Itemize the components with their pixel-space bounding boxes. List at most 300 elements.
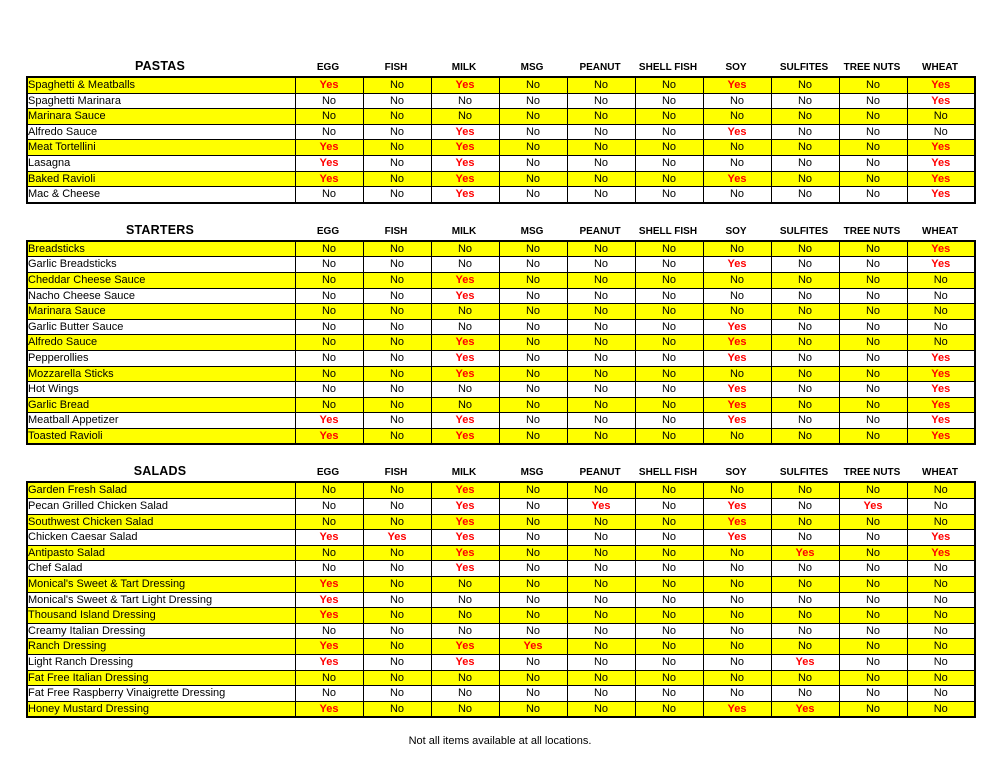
allergen-value-cell: Yes	[431, 545, 499, 561]
allergen-value-cell: No	[771, 561, 839, 577]
allergen-value-cell: No	[839, 639, 907, 655]
allergen-value-cell: No	[363, 397, 431, 413]
allergen-value-cell: Yes	[907, 187, 975, 203]
allergen-value-cell: No	[499, 288, 567, 304]
item-name-cell: Cheddar Cheese Sauce	[27, 272, 295, 288]
allergen-value-cell: Yes	[703, 382, 771, 398]
allergen-value-cell: No	[431, 577, 499, 593]
allergen-value-cell: No	[839, 350, 907, 366]
allergen-value-cell: No	[839, 655, 907, 671]
column-header: MSG	[520, 467, 544, 479]
table-row	[27, 257, 975, 273]
allergen-value-cell: No	[363, 124, 431, 140]
allergen-table	[26, 76, 976, 204]
allergen-value-cell: No	[363, 608, 431, 624]
allergen-value-cell: Yes	[703, 397, 771, 413]
allergen-value-cell: No	[771, 272, 839, 288]
allergen-value-cell: No	[499, 530, 567, 546]
allergen-value-cell: Yes	[567, 499, 635, 515]
table-row	[27, 93, 975, 109]
allergen-value-cell: No	[635, 366, 703, 382]
allergen-value-cell: No	[635, 257, 703, 273]
item-name-cell: Chicken Caesar Salad	[27, 530, 295, 546]
allergen-value-cell: Yes	[907, 428, 975, 444]
allergen-value-cell: No	[635, 577, 703, 593]
table-row	[27, 155, 975, 171]
allergen-value-cell: No	[363, 187, 431, 203]
table-row	[27, 350, 975, 366]
section-salads	[26, 462, 974, 718]
allergen-value-cell: No	[431, 701, 499, 717]
allergen-value-cell: No	[363, 171, 431, 187]
allergen-value-cell: No	[567, 288, 635, 304]
allergen-value-cell: No	[431, 670, 499, 686]
allergen-value-cell: No	[567, 257, 635, 273]
column-header: SOY	[725, 62, 747, 73]
table-row	[27, 272, 975, 288]
allergen-value-cell: No	[907, 592, 975, 608]
allergen-value-cell: No	[295, 109, 363, 125]
item-name-cell: Nacho Cheese Sauce	[27, 288, 295, 304]
allergen-value-cell: No	[363, 592, 431, 608]
allergen-value-cell: No	[907, 577, 975, 593]
allergen-value-cell: No	[839, 77, 907, 93]
allergen-value-cell: No	[703, 241, 771, 257]
allergen-value-cell: No	[567, 670, 635, 686]
allergen-value-cell: No	[771, 77, 839, 93]
allergen-value-cell: No	[499, 561, 567, 577]
allergen-value-cell: No	[295, 241, 363, 257]
allergen-value-cell: No	[431, 592, 499, 608]
section-starters	[26, 221, 974, 446]
allergen-value-cell: No	[363, 350, 431, 366]
allergen-value-cell: No	[295, 545, 363, 561]
allergen-value-cell: No	[295, 482, 363, 498]
allergen-value-cell: No	[295, 623, 363, 639]
allergen-value-cell: No	[839, 686, 907, 702]
allergen-value-cell: No	[363, 482, 431, 498]
item-name-cell: Alfredo Sauce	[27, 335, 295, 351]
column-header: MILK	[451, 467, 477, 479]
column-header: FISH	[384, 467, 408, 479]
allergen-value-cell: Yes	[907, 155, 975, 171]
allergen-value-cell: No	[703, 482, 771, 498]
allergen-value-cell: No	[363, 577, 431, 593]
allergen-value-cell: No	[703, 670, 771, 686]
allergen-value-cell: No	[363, 639, 431, 655]
item-name-cell: Monical's Sweet & Tart Light Dressing	[27, 592, 295, 608]
allergen-value-cell: No	[635, 140, 703, 156]
allergen-value-cell: No	[567, 623, 635, 639]
allergen-value-cell: No	[771, 530, 839, 546]
allergen-value-cell: No	[839, 413, 907, 429]
allergen-value-cell: Yes	[431, 655, 499, 671]
allergen-value-cell: Yes	[907, 545, 975, 561]
allergen-value-cell: No	[431, 397, 499, 413]
allergen-value-cell: Yes	[771, 701, 839, 717]
allergen-value-cell: No	[499, 428, 567, 444]
allergen-value-cell: No	[703, 592, 771, 608]
table-row	[27, 288, 975, 304]
allergen-value-cell: No	[703, 561, 771, 577]
allergen-value-cell: No	[499, 686, 567, 702]
allergen-value-cell: No	[499, 109, 567, 125]
allergen-value-cell: No	[499, 335, 567, 351]
column-header: SOY	[725, 225, 747, 237]
allergen-value-cell: Yes	[907, 350, 975, 366]
allergen-value-cell: Yes	[907, 241, 975, 257]
allergen-value-cell: No	[635, 272, 703, 288]
allergen-value-cell: Yes	[771, 545, 839, 561]
table-row	[27, 561, 975, 577]
allergen-value-cell: No	[567, 514, 635, 530]
allergen-value-cell: No	[703, 623, 771, 639]
table-row	[27, 545, 975, 561]
allergen-value-cell: Yes	[295, 608, 363, 624]
allergen-value-cell: No	[771, 257, 839, 273]
allergen-value-cell: No	[363, 272, 431, 288]
table-row	[27, 482, 975, 498]
allergen-value-cell: No	[771, 670, 839, 686]
allergen-value-cell: No	[363, 93, 431, 109]
table-row	[27, 499, 975, 515]
allergen-value-cell: No	[907, 272, 975, 288]
allergen-value-cell: No	[703, 187, 771, 203]
allergen-value-cell: No	[839, 545, 907, 561]
allergen-value-cell: No	[839, 272, 907, 288]
allergen-value-cell: No	[771, 319, 839, 335]
allergen-value-cell: No	[907, 335, 975, 351]
allergen-value-cell: No	[907, 499, 975, 515]
allergen-value-cell: No	[431, 93, 499, 109]
allergen-value-cell: Yes	[907, 140, 975, 156]
table-row	[27, 655, 975, 671]
allergen-value-cell: No	[635, 428, 703, 444]
allergen-value-cell: No	[431, 241, 499, 257]
allergen-value-cell: No	[839, 577, 907, 593]
column-header: PEANUT	[579, 62, 621, 73]
allergen-value-cell: Yes	[703, 77, 771, 93]
allergen-value-cell: No	[295, 670, 363, 686]
allergen-value-cell: No	[771, 109, 839, 125]
allergen-value-cell: No	[839, 288, 907, 304]
allergen-value-cell: No	[635, 171, 703, 187]
allergen-value-cell: No	[363, 155, 431, 171]
item-name-cell: Chef Salad	[27, 561, 295, 577]
allergen-value-cell: No	[771, 608, 839, 624]
table-row	[27, 413, 975, 429]
allergen-value-cell: No	[635, 350, 703, 366]
allergen-value-cell: No	[771, 335, 839, 351]
allergen-value-cell: No	[295, 397, 363, 413]
allergen-value-cell: No	[363, 428, 431, 444]
table-row	[27, 514, 975, 530]
allergen-value-cell: No	[567, 272, 635, 288]
allergen-value-cell: Yes	[703, 701, 771, 717]
item-name-cell: Baked Ravioli	[27, 171, 295, 187]
item-name-cell: Garlic Breadsticks	[27, 257, 295, 273]
allergen-value-cell: No	[499, 257, 567, 273]
allergen-value-cell: No	[907, 109, 975, 125]
table-row	[27, 686, 975, 702]
allergen-value-cell: Yes	[907, 530, 975, 546]
column-header: WHEAT	[922, 225, 958, 237]
allergen-value-cell: No	[839, 187, 907, 203]
table-row	[27, 428, 975, 444]
item-name-cell: Light Ranch Dressing	[27, 655, 295, 671]
allergen-value-cell: No	[499, 592, 567, 608]
allergen-value-cell: Yes	[703, 124, 771, 140]
allergen-value-cell: No	[907, 608, 975, 624]
allergen-value-cell: No	[431, 608, 499, 624]
allergen-value-cell: Yes	[703, 499, 771, 515]
allergen-value-cell: Yes	[431, 272, 499, 288]
allergen-value-cell: No	[431, 623, 499, 639]
allergen-value-cell: No	[635, 639, 703, 655]
allergen-value-cell: No	[363, 499, 431, 515]
table-row	[27, 608, 975, 624]
table-row	[27, 241, 975, 257]
column-header: EGG	[316, 62, 340, 73]
allergen-value-cell: No	[771, 304, 839, 320]
column-header: TREE NUTS	[843, 62, 901, 73]
column-header: SHELL FISH	[638, 62, 698, 73]
allergen-value-cell: No	[771, 577, 839, 593]
table-row	[27, 577, 975, 593]
allergen-value-cell: No	[703, 109, 771, 125]
allergen-value-cell: No	[907, 686, 975, 702]
item-name-cell: Marinara Sauce	[27, 304, 295, 320]
allergen-value-cell: No	[295, 514, 363, 530]
allergen-value-cell: No	[771, 382, 839, 398]
allergen-value-cell: No	[295, 272, 363, 288]
allergen-value-cell: No	[635, 241, 703, 257]
table-row	[27, 397, 975, 413]
allergen-value-cell: No	[839, 514, 907, 530]
allergen-value-cell: No	[363, 335, 431, 351]
allergen-value-cell: No	[635, 655, 703, 671]
allergen-value-cell: No	[703, 140, 771, 156]
allergen-value-cell: No	[771, 413, 839, 429]
allergen-value-cell: Yes	[431, 155, 499, 171]
allergen-value-cell: No	[567, 686, 635, 702]
column-header: WHEAT	[922, 62, 958, 73]
table-row	[27, 319, 975, 335]
allergen-value-cell: No	[567, 701, 635, 717]
allergen-value-cell: Yes	[431, 514, 499, 530]
allergen-value-cell: Yes	[431, 124, 499, 140]
allergen-value-cell: Yes	[703, 530, 771, 546]
allergen-value-cell: No	[567, 366, 635, 382]
allergen-value-cell: Yes	[907, 171, 975, 187]
column-header: PEANUT	[579, 467, 621, 479]
allergen-value-cell: No	[363, 545, 431, 561]
allergen-value-cell: No	[771, 499, 839, 515]
table-row	[27, 77, 975, 93]
allergen-value-cell: No	[907, 482, 975, 498]
column-header: FISH	[384, 62, 408, 73]
allergen-value-cell: Yes	[295, 701, 363, 717]
allergen-value-cell: No	[431, 304, 499, 320]
allergen-value-cell: Yes	[431, 140, 499, 156]
allergen-value-cell: No	[363, 382, 431, 398]
allergen-value-cell: No	[567, 335, 635, 351]
allergen-value-cell: No	[499, 397, 567, 413]
allergen-value-cell: Yes	[839, 499, 907, 515]
allergen-value-cell: No	[771, 623, 839, 639]
allergen-value-cell: No	[363, 561, 431, 577]
allergen-value-cell: No	[839, 319, 907, 335]
item-name-cell: Alfredo Sauce	[27, 124, 295, 140]
allergen-value-cell: Yes	[431, 428, 499, 444]
table-row	[27, 187, 975, 203]
allergen-value-cell: Yes	[295, 592, 363, 608]
allergen-value-cell: No	[839, 257, 907, 273]
allergen-value-cell: No	[635, 701, 703, 717]
allergen-value-cell: No	[499, 382, 567, 398]
item-name-cell: Lasagna	[27, 155, 295, 171]
allergen-value-cell: No	[431, 382, 499, 398]
table-row	[27, 335, 975, 351]
allergen-value-cell: No	[295, 319, 363, 335]
allergen-value-cell: No	[295, 561, 363, 577]
allergen-value-cell: No	[771, 187, 839, 203]
item-name-cell: Spaghetti Marinara	[27, 93, 295, 109]
table-row	[27, 124, 975, 140]
item-name-cell: Garlic Butter Sauce	[27, 319, 295, 335]
allergen-value-cell: No	[703, 304, 771, 320]
allergen-value-cell: No	[499, 482, 567, 498]
allergen-value-cell: No	[363, 77, 431, 93]
allergen-value-cell: No	[363, 670, 431, 686]
allergen-value-cell: No	[771, 639, 839, 655]
allergen-value-cell: No	[295, 124, 363, 140]
allergen-value-cell: Yes	[907, 397, 975, 413]
allergen-value-cell: No	[567, 530, 635, 546]
allergen-value-cell: No	[567, 140, 635, 156]
allergen-value-cell: No	[295, 288, 363, 304]
allergen-value-cell: No	[703, 639, 771, 655]
column-header: SHELL FISH	[638, 225, 698, 237]
item-name-cell: Toasted Ravioli	[27, 428, 295, 444]
allergen-value-cell: No	[295, 257, 363, 273]
allergen-value-cell: No	[567, 639, 635, 655]
allergen-value-cell: No	[635, 77, 703, 93]
allergen-value-cell: No	[771, 155, 839, 171]
column-header: MSG	[520, 62, 544, 73]
allergen-value-cell: No	[363, 288, 431, 304]
allergen-value-cell: No	[567, 124, 635, 140]
allergen-value-cell: No	[635, 335, 703, 351]
column-header-row	[26, 57, 974, 73]
allergen-value-cell: No	[295, 499, 363, 515]
allergen-table	[26, 481, 976, 718]
allergen-value-cell: Yes	[703, 335, 771, 351]
allergen-value-cell: No	[907, 304, 975, 320]
allergen-value-cell: No	[363, 257, 431, 273]
allergen-value-cell: No	[635, 319, 703, 335]
allergen-value-cell: No	[295, 335, 363, 351]
allergen-value-cell: No	[295, 382, 363, 398]
allergen-value-cell: No	[907, 124, 975, 140]
section-pastas	[26, 57, 974, 204]
allergen-value-cell: No	[907, 514, 975, 530]
allergen-value-cell: No	[635, 109, 703, 125]
allergen-value-cell: No	[771, 140, 839, 156]
column-header: TREE NUTS	[843, 225, 901, 237]
allergen-value-cell: No	[567, 382, 635, 398]
allergen-value-cell: No	[363, 701, 431, 717]
column-header: TREE NUTS	[843, 467, 901, 479]
allergen-value-cell: Yes	[703, 350, 771, 366]
allergen-value-cell: Yes	[771, 655, 839, 671]
allergen-value-cell: No	[635, 592, 703, 608]
item-name-cell: Spaghetti & Meatballs	[27, 77, 295, 93]
allergen-value-cell: No	[839, 140, 907, 156]
allergen-value-cell: No	[363, 140, 431, 156]
footer-note: Not all items available at all locations.	[408, 735, 592, 748]
allergen-value-cell: No	[363, 319, 431, 335]
allergen-value-cell: No	[567, 155, 635, 171]
allergen-value-cell: No	[839, 241, 907, 257]
allergen-value-cell: No	[499, 670, 567, 686]
allergen-value-cell: No	[499, 187, 567, 203]
column-header: PEANUT	[579, 225, 621, 237]
allergen-value-cell: No	[907, 670, 975, 686]
item-name-cell: Creamy Italian Dressing	[27, 623, 295, 639]
allergen-value-cell: No	[499, 499, 567, 515]
table-row	[27, 623, 975, 639]
item-name-cell: Mac & Cheese	[27, 187, 295, 203]
allergen-value-cell: Yes	[295, 639, 363, 655]
allergen-value-cell: No	[363, 413, 431, 429]
allergen-value-cell: Yes	[295, 577, 363, 593]
allergen-value-cell: No	[499, 413, 567, 429]
allergen-value-cell: No	[295, 93, 363, 109]
column-header: SOY	[725, 467, 747, 479]
allergen-value-cell: No	[363, 623, 431, 639]
allergen-value-cell: No	[499, 545, 567, 561]
allergen-value-cell: No	[839, 561, 907, 577]
allergen-value-cell: No	[771, 366, 839, 382]
allergen-value-cell: No	[907, 639, 975, 655]
allergen-value-cell: No	[839, 93, 907, 109]
allergen-value-cell: No	[703, 288, 771, 304]
table-row	[27, 304, 975, 320]
allergen-value-cell: No	[635, 499, 703, 515]
item-name-cell: Thousand Island Dressing	[27, 608, 295, 624]
column-header: SULFITES	[779, 62, 829, 73]
table-row	[27, 366, 975, 382]
allergen-value-cell: No	[567, 171, 635, 187]
allergen-value-cell: No	[839, 623, 907, 639]
allergen-value-cell: No	[499, 93, 567, 109]
allergen-value-cell: Yes	[295, 140, 363, 156]
allergen-value-cell: No	[363, 366, 431, 382]
allergen-value-cell: No	[363, 686, 431, 702]
allergen-value-cell: No	[567, 304, 635, 320]
allergen-value-cell: No	[499, 171, 567, 187]
allergen-value-cell: No	[839, 701, 907, 717]
allergen-value-cell: Yes	[431, 288, 499, 304]
allergen-value-cell: Yes	[295, 428, 363, 444]
column-header: MSG	[520, 225, 544, 237]
allergen-value-cell: No	[839, 428, 907, 444]
allergen-value-cell: No	[703, 655, 771, 671]
allergen-value-cell: No	[567, 608, 635, 624]
item-name-cell: Garlic Bread	[27, 397, 295, 413]
allergen-value-cell: Yes	[703, 171, 771, 187]
